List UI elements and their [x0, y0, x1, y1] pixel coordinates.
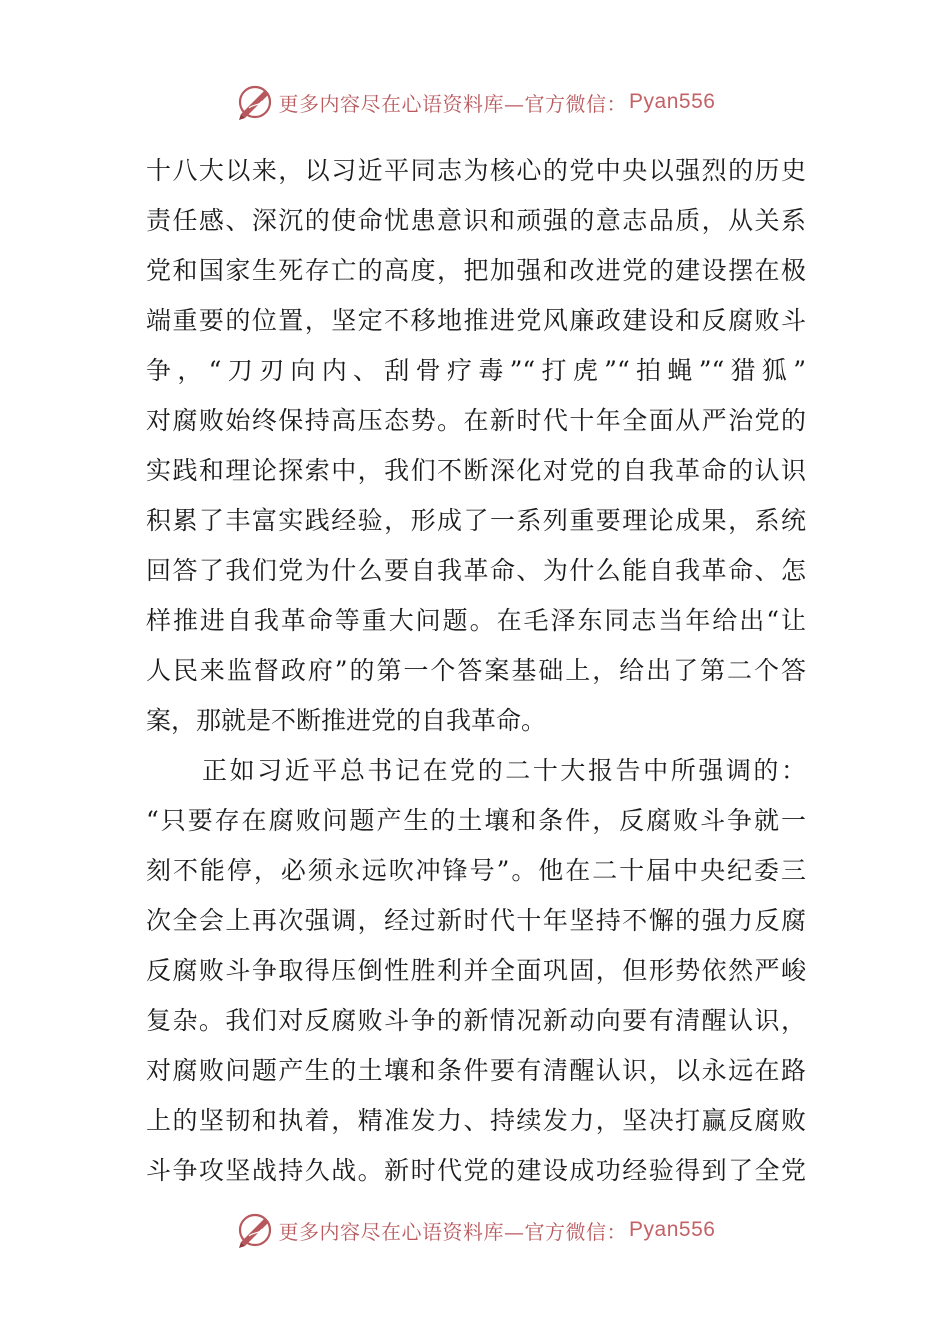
paragraph-2-line: 上的坚韧和执着，精准发力、持续发力，坚决打赢反腐败 [146, 1106, 806, 1135]
paragraph-2-line: “只要存在腐败问题产生的土壤和条件，反腐败斗争就一 [146, 806, 806, 835]
footer-wechat-id: Pyan556 [629, 1218, 716, 1241]
paragraph-2-line: 刻不能停，必须永远吹冲锋号”。他在二十届中央纪委三 [146, 856, 806, 885]
paragraph-1-line: 样推进自我革命等重大问题。在毛泽东同志当年给出“让 [146, 606, 806, 635]
paragraph-1-line: 实践和理论探索中，我们不断深化对党的自我革命的认识 [146, 456, 806, 485]
paragraph-1-line: 积累了丰富实践经验，形成了一系列重要理论成果，系统 [146, 506, 806, 535]
paragraph-1-line: 十八大以来，以习近平同志为核心的党中央以强烈的历史 [146, 156, 806, 185]
paragraph-2-first-line: 正如习近平总书记在党的二十大报告中所强调的： [202, 756, 806, 785]
paragraph-1-line: 责任感、深沉的使命忧患意识和顽强的意志品质，从关系 [146, 206, 806, 235]
pen-logo-icon [235, 82, 275, 122]
paragraph-1-line: 回答了我们党为什么要自我革命、为什么能自我革命、怎 [146, 556, 806, 585]
paragraph-1-line: 党和国家生死存亡的高度，把加强和改进党的建设摆在极 [146, 256, 806, 285]
article-body [146, 146, 806, 1196]
header-watermark-banner [0, 80, 950, 124]
paragraph-1-last-line: 案，那就是不断推进党的自我革命。 [146, 706, 547, 735]
paragraph-2-line: 斗争攻坚战持久战。新时代党的建设成功经验得到了全党 [146, 1156, 806, 1185]
footer-watermark-banner [0, 1208, 950, 1252]
footer-wechat-label: 官方微信： [524, 1219, 628, 1244]
paragraph-1-line: 争，“刀刃向内、刮骨疗毒”“打虎”“拍蝇”“猎狐” [146, 356, 806, 385]
header-wechat-label: 官方微信： [524, 91, 628, 116]
header-wechat-id: Pyan556 [629, 90, 716, 113]
paragraph-1-line: 端重要的位置，坚定不移地推进党风廉政建设和反腐败斗 [146, 306, 806, 335]
paragraph-2-line: 次全会上再次强调，经过新时代十年坚持不懈的强力反腐 [146, 906, 806, 935]
paragraph-2-line: 对腐败问题产生的土壤和条件要有清醒认识，以永远在路 [146, 1056, 806, 1085]
paragraph-1-line: 对腐败始终保持高压态势。在新时代十年全面从严治党的 [146, 406, 806, 435]
paragraph-1-line: 人民来监督政府”的第一个答案基础上，给出了第二个答 [146, 656, 806, 685]
pen-logo-icon [235, 1210, 275, 1250]
paragraph-2-line: 反腐败斗争取得压倒性胜利并全面巩固，但形势依然严峻 [146, 956, 806, 985]
header-site-text: 更多内容尽在心语资料库— [278, 91, 525, 116]
paragraph-2-line: 复杂。我们对反腐败斗争的新情况新动向要有清醒认识， [146, 1006, 806, 1035]
footer-site-text: 更多内容尽在心语资料库— [278, 1219, 525, 1244]
